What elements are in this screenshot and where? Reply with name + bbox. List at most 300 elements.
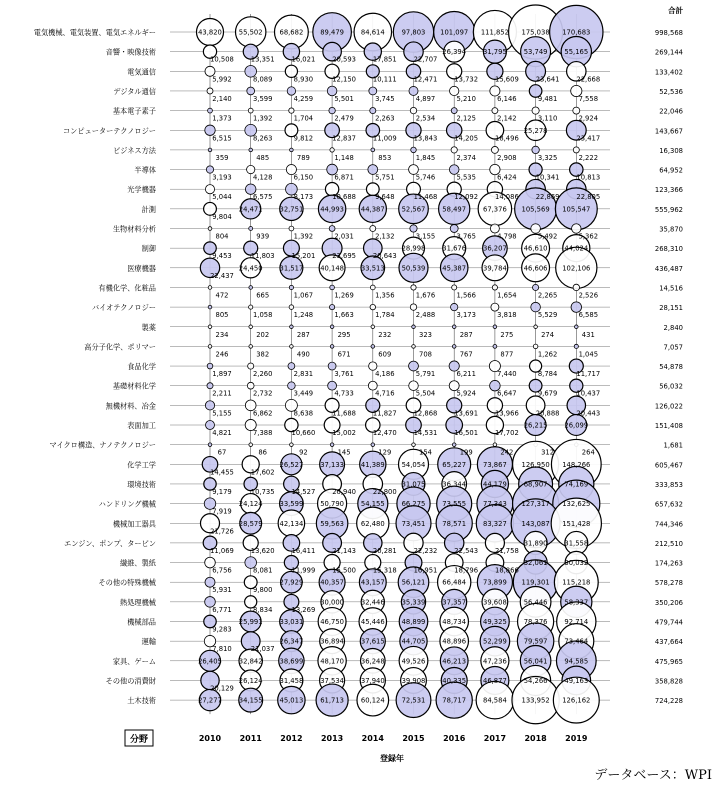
bubble: [412, 345, 416, 349]
bubble-value-label: 242: [500, 448, 514, 457]
bubble-value-label: 53,749: [523, 48, 548, 57]
bubble-value-label: 94,585: [564, 657, 589, 666]
bubble-value-label: 3,110: [537, 114, 558, 123]
bubble-value-label: 11,717: [576, 370, 601, 379]
bubble-value-label: 34,155: [238, 696, 263, 705]
bubble-value-label: 84,584: [483, 696, 507, 705]
bubble-value-label: 12,868: [413, 409, 438, 418]
bubble-value-label: 13,732: [454, 75, 479, 84]
bubble-value-label: 56,446: [523, 598, 548, 607]
bubble-value-label: 1,058: [252, 311, 273, 320]
bubble: [370, 285, 375, 290]
bubble-value-label: 23,695: [332, 252, 356, 261]
bubble: [249, 443, 253, 447]
bubble: [370, 226, 376, 232]
bubble-value-label: 14,531: [413, 429, 438, 437]
category-label: 繊維、製紙: [120, 558, 156, 568]
bubble: [371, 443, 375, 447]
bubble-value-label: 4,897: [415, 94, 436, 103]
category-label: 生物材料分析: [112, 224, 156, 234]
bubble-value-label: 154: [419, 448, 432, 457]
bubble-value-label: 102,106: [562, 264, 591, 273]
bubble-value-label: 3,765: [456, 232, 476, 241]
bubble-value-label: 48,896: [442, 637, 467, 646]
bubble: [330, 325, 334, 329]
bubble-value-label: 5,529: [537, 311, 558, 320]
bubble-value-label: 2,526: [578, 291, 599, 300]
category-label: 機械部品: [127, 617, 156, 627]
bubble-value-label: 14,086: [495, 193, 519, 202]
bubble-value-label: 287: [459, 330, 473, 339]
category-label: 基本電子素子: [112, 106, 156, 116]
bubble-value-label: 804: [215, 232, 229, 241]
bubble-value-label: 115,218: [562, 578, 591, 587]
bubble-value-label: 472: [215, 291, 229, 300]
bubble-value-label: 5,492: [537, 232, 558, 241]
bubble-value-label: 68,907: [523, 480, 548, 489]
bubble: [451, 108, 457, 114]
bubble-value-label: 5,362: [578, 232, 599, 241]
total-label: 52,536: [659, 87, 683, 96]
bubble-value-label: 37,615: [360, 637, 385, 646]
bubble-value-label: 2,263: [375, 114, 395, 123]
bubble: [207, 383, 213, 389]
bubble-value-label: 671: [337, 350, 351, 359]
bubble-value-label: 20,129: [210, 684, 234, 693]
bubble-value-label: 10,341: [535, 173, 560, 182]
bubble-value-label: 31,458: [279, 676, 304, 685]
year-label: 2011: [239, 734, 262, 743]
bubble: [493, 443, 497, 447]
bubble-value-label: 11,069: [210, 546, 234, 555]
bubble-value-label: 33,599: [279, 500, 304, 509]
bubble-value-label: 24,124: [238, 500, 263, 509]
bubble-value-label: 5,535: [456, 173, 476, 182]
bubble-value-label: 5,210: [456, 94, 476, 103]
bubble-value-label: 1,248: [293, 311, 314, 320]
bubble-value-label: 66,275: [401, 500, 426, 509]
bubble-value-label: 3,173: [456, 311, 476, 320]
total-label: 744,346: [654, 520, 683, 529]
total-label: 64,952: [659, 166, 683, 175]
bubble-value-label: 22,869: [535, 193, 560, 202]
bubble: [288, 382, 296, 390]
x-axis-label: 登録年: [380, 754, 404, 763]
bubble: [412, 443, 416, 447]
bubble-value-label: 1,392: [293, 232, 314, 241]
year-label: 2019: [565, 734, 588, 743]
category-label: デジタル通信: [113, 86, 156, 96]
bubble-value-label: 44,387: [360, 205, 385, 214]
bubble: [573, 284, 579, 290]
bubble-value-label: 5,751: [375, 173, 395, 182]
bubble-value-label: 31,075: [401, 480, 426, 489]
total-label: 126,022: [654, 402, 683, 411]
bubble: [249, 345, 253, 349]
category-label: 機械加工器具: [112, 519, 156, 529]
category-label: コンピューターテクノロジー: [62, 126, 156, 136]
bubble-value-label: 31,890: [523, 539, 548, 548]
bubble-value-label: 22,800: [372, 487, 397, 496]
bubble-value-label: 39,608: [483, 598, 507, 607]
bubble-value-label: 86: [258, 448, 268, 457]
total-header: 合計: [668, 6, 683, 15]
bubble-value-label: 9,179: [212, 487, 232, 496]
bubble-value-label: 23,417: [576, 134, 601, 143]
bubble-value-label: 10,735: [250, 487, 275, 496]
bubble-value-label: 40,335: [442, 676, 467, 685]
bubble-value-label: 55,502: [238, 28, 263, 37]
bubble: [247, 382, 254, 389]
bubble-value-label: 105,547: [562, 205, 591, 214]
bubble-value-label: 59,563: [320, 519, 344, 528]
total-label: 657,632: [654, 500, 683, 509]
bubble-value-label: 382: [256, 350, 270, 359]
bubble: [452, 345, 456, 349]
bubble-value-label: 3,761: [334, 370, 354, 379]
bubble-value-label: 6,647: [497, 389, 517, 398]
bubble-value-label: 111,852: [480, 28, 509, 37]
category-label: 半導体: [134, 165, 156, 175]
bubble-value-label: 61,713: [320, 696, 344, 705]
category-label-layer: [34, 28, 157, 705]
bubble-value-label: 3,193: [212, 173, 232, 182]
bubble-value-label: 15,201: [291, 252, 316, 261]
bubble-value-label: 16,021: [291, 55, 316, 64]
bubble-value-label: 145: [337, 448, 351, 457]
bubble-value-label: 323: [419, 330, 432, 339]
bubble-value-label: 9,283: [212, 625, 232, 634]
total-label: 998,568: [654, 29, 683, 37]
bubble: [371, 148, 375, 152]
bubble: [574, 344, 578, 348]
bubble: [411, 147, 417, 153]
bubble-value-label: 48,734: [442, 618, 467, 626]
bubble-value-label: 20,443: [576, 409, 601, 418]
bubble-value-label: 50,790: [320, 500, 344, 509]
bubble-value-label: 52,299: [483, 637, 507, 646]
bubble-value-label: 20,593: [332, 55, 356, 64]
total-label: 212,510: [654, 539, 683, 548]
bubble: [208, 148, 212, 152]
bubble: [290, 345, 294, 349]
bubble-value-label: 66,484: [442, 578, 467, 587]
bubble-value-label: 44,179: [483, 480, 507, 489]
bubble-value-label: 8,081: [252, 566, 273, 575]
bubble: [411, 285, 416, 290]
bubble-value-label: 18,866: [495, 566, 519, 575]
bubble-value-label: 1,045: [578, 350, 599, 359]
bubble: [533, 344, 538, 349]
bubble-value-label: 55,165: [564, 48, 589, 57]
bubble-value-label: 2,125: [456, 114, 476, 123]
bubble: [533, 284, 539, 290]
bubble-value-label: 275: [500, 330, 514, 339]
bubble-value-label: 30,032: [564, 559, 589, 568]
bubble-value-label: 6,150: [293, 173, 314, 182]
bubble-value-label: 6,146: [497, 94, 517, 103]
bubble: [410, 225, 417, 232]
bubble-value-label: 26,347: [279, 637, 304, 646]
bubble: [492, 285, 497, 290]
year-label: 2012: [280, 734, 303, 743]
bubble-value-label: 105,569: [521, 205, 550, 214]
bubble-value-label: 44,705: [401, 637, 426, 646]
bubble-value-label: 48,170: [320, 657, 344, 666]
bubble-value-label: 21,143: [332, 546, 356, 555]
bubble-value-label: 10,688: [332, 193, 356, 202]
bubble-value-label: 4,733: [334, 389, 354, 398]
bubble-value-label: 17,851: [372, 55, 397, 64]
category-label: エンジン、ポンプ、タービン: [64, 538, 156, 548]
bubble-value-label: 5,924: [456, 389, 476, 398]
bubble-value-label: 7,919: [212, 507, 232, 516]
total-label: 28,151: [659, 304, 683, 313]
category-label: 表面加工: [127, 421, 156, 430]
bubble: [289, 108, 294, 113]
bubble-value-label: 1,704: [293, 114, 314, 123]
total-label: 268,310: [654, 245, 683, 254]
bubble-layer: [196, 5, 602, 724]
bubble-value-label: 7,810: [212, 645, 232, 654]
bubble-value-label: 126,162: [562, 696, 591, 705]
bubble: [491, 146, 498, 153]
bubble-value-label: 2,831: [293, 370, 314, 379]
bubble-value-label: 13,269: [291, 605, 316, 614]
bubble-value-label: 26,215: [523, 421, 548, 430]
total-label: 151,408: [654, 422, 683, 430]
bubble: [370, 304, 375, 309]
bubble-value-label: 11,827: [372, 409, 397, 418]
bubble-value-label: 21,037: [250, 645, 275, 654]
bubble-value-label: 1,373: [212, 114, 232, 123]
bubble-value-label: 46,606: [523, 264, 548, 273]
bubble-value-label: 28,998: [401, 244, 426, 253]
bubble-value-label: 1,148: [334, 153, 354, 162]
total-label: 269,144: [654, 48, 683, 57]
total-label: 350,206: [654, 598, 683, 607]
bubble-value-label: 1,654: [497, 291, 517, 300]
bubble-value-label: 11,468: [413, 193, 438, 202]
bubble-value-label: 129: [378, 448, 392, 457]
bubble: [249, 227, 253, 231]
bubble-value-label: 5,746: [415, 173, 436, 182]
bubble-value-label: 15,609: [495, 75, 519, 84]
bubble-value-label: 1,676: [415, 291, 436, 300]
bubble-value-label: 132,625: [562, 500, 591, 509]
category-label: 環境技術: [127, 479, 156, 489]
bubble-value-label: 78,571: [442, 519, 467, 528]
bubble-value-label: 8,638: [293, 409, 314, 418]
total-label: 143,667: [654, 127, 683, 136]
bubble-value-label: 3,745: [375, 94, 395, 103]
bubble-value-label: 24,450: [238, 264, 263, 273]
bubble: [249, 325, 253, 329]
bubble-value-label: 44,024: [564, 244, 589, 253]
bubble: [247, 87, 255, 95]
bubble-value-label: 78,376: [523, 618, 548, 626]
bubble-value-label: 2,374: [456, 153, 476, 162]
total-label: 133,402: [654, 68, 683, 77]
bubble-value-label: 6,211: [456, 370, 476, 379]
bubble-value-label: 2,142: [497, 114, 517, 123]
bubble-value-label: 43,157: [360, 578, 385, 587]
total-label: 35,870: [659, 225, 683, 234]
bubble: [288, 363, 295, 370]
bubble-value-label: 13,351: [250, 55, 275, 64]
bubble-value-label: 89,479: [320, 28, 344, 37]
total-label: 475,965: [654, 657, 683, 666]
bubble: [492, 108, 498, 114]
bubble-value-label: 1,356: [375, 291, 395, 300]
total-label: 174,263: [654, 559, 683, 568]
bubble-value-label: 30,000: [320, 598, 344, 607]
total-label: 14,516: [659, 284, 683, 293]
bubble-value-label: 21,726: [210, 527, 234, 536]
total-label-layer: [655, 29, 683, 705]
bubble-value-label: 39,908: [401, 676, 426, 685]
bubble-value-label: 6,862: [252, 409, 273, 418]
category-label: 有機化学、化粧品: [98, 283, 156, 293]
bubble-value-label: 789: [296, 153, 310, 162]
bubble: [370, 108, 376, 114]
bubble-value-label: 9,648: [375, 193, 395, 202]
category-label: その他の特殊機械: [98, 578, 156, 588]
bubble-value-label: 40,148: [320, 264, 344, 273]
bubble-value-label: 26,405: [198, 657, 222, 666]
bubble-value-label: 202: [256, 330, 270, 339]
bubble-value-label: 10,660: [291, 429, 316, 437]
category-label: 電気通信: [127, 67, 156, 77]
bubble-value-label: 9,812: [293, 134, 314, 143]
bubble-value-label: 22,232: [413, 546, 438, 555]
bubble-value-label: 805: [215, 311, 229, 320]
bubble: [452, 443, 456, 447]
bubble-value-label: 9,804: [212, 212, 232, 221]
category-label: 基礎材料化学: [112, 381, 156, 391]
bubble-value-label: 47,236: [483, 657, 507, 666]
bubble-value-label: 5,504: [415, 389, 436, 398]
bubble: [369, 362, 377, 370]
bubble-value-label: 37,133: [320, 460, 344, 469]
bubble-value-label: 2,908: [497, 153, 517, 162]
bubble: [289, 305, 294, 310]
bubble-value-label: 58,497: [442, 205, 467, 214]
category-label: その他の消費財: [105, 676, 156, 686]
bubble-value-label: 133,952: [521, 696, 550, 705]
category-label: 制御: [141, 244, 156, 254]
bubble-value-label: 1,262: [537, 350, 558, 359]
bubble-value-label: 15,318: [372, 566, 397, 575]
bubble-value-label: 45,446: [360, 618, 385, 626]
bubble-value-label: 11,803: [250, 252, 275, 261]
bubble-value-label: 43,820: [198, 28, 222, 37]
total-label: 358,828: [654, 677, 683, 686]
bubble-value-label: 2,732: [252, 389, 273, 398]
bubble-value-label: 4,716: [375, 389, 395, 398]
bubble-value-label: 26,124: [238, 676, 263, 685]
bubble-value-label: 84,614: [360, 28, 385, 37]
bubble-value-label: 609: [378, 350, 392, 359]
bubble-value-label: 4,259: [293, 94, 314, 103]
bubble-value-label: 2,488: [415, 311, 436, 320]
bubble: [248, 108, 253, 113]
bubble-value-label: 8,173: [293, 193, 314, 202]
bubble-value-label: 11,999: [291, 566, 316, 575]
bubble: [330, 148, 334, 152]
bubble: [369, 87, 377, 95]
bubble-value-label: 97,803: [401, 28, 426, 37]
bubble: [208, 305, 212, 309]
category-label: 光学機器: [127, 185, 156, 195]
bubble-value-label: 8,834: [252, 605, 273, 614]
bubble: [207, 88, 213, 94]
bubble-value-label: 3,599: [252, 94, 273, 103]
bubble-value-label: 2,260: [252, 370, 273, 379]
bubble-value-label: 127,317: [521, 500, 550, 509]
category-axis-label: 分野: [129, 735, 149, 745]
bubble-value-label: 45,387: [442, 264, 467, 273]
bubble-value-label: 1,845: [415, 153, 436, 162]
bubble-value-label: 1,784: [375, 311, 395, 320]
bubble-value-label: 77,343: [483, 500, 507, 509]
bubble-value-label: 877: [500, 350, 514, 359]
category-label: マイクロ構造、ナノテクノロジー: [49, 440, 156, 450]
bubble-value-label: 11,688: [332, 409, 356, 418]
total-label: 54,878: [659, 363, 683, 372]
bubble-value-label: 15,500: [332, 566, 356, 575]
bubble: [493, 344, 497, 348]
year-label: 2013: [320, 734, 344, 743]
bubble-value-label: 46,213: [442, 657, 467, 666]
bubble-value-label: 14,205: [454, 134, 479, 143]
bubble-value-label: 49,163: [564, 676, 589, 685]
bubble: [451, 147, 457, 153]
bubble: [328, 362, 336, 370]
bubble-value-label: 35,339: [401, 598, 426, 607]
bubble-value-label: 2,534: [415, 114, 436, 123]
bubble-value-label: 25,278: [523, 126, 548, 135]
category-label: 化学工学: [127, 460, 156, 470]
bubble-value-label: 9,453: [212, 252, 232, 261]
bubble-value-label: 49,325: [483, 618, 507, 626]
bubble: [247, 165, 255, 173]
bubble: [249, 148, 253, 152]
bubble-value-label: 24,471: [238, 205, 263, 214]
bubble-value-label: 2,222: [578, 153, 599, 162]
bubble-value-label: 31,676: [442, 244, 467, 253]
category-label: 高分子化学、ポリマー: [84, 342, 156, 352]
category-label: 食品化学: [127, 362, 156, 372]
bubble-value-label: 12,150: [332, 75, 356, 84]
bubble-value-label: 767: [459, 350, 473, 359]
total-label: 1,681: [663, 441, 683, 450]
total-label: 123,366: [654, 186, 683, 195]
bubble-value-label: 31,558: [564, 539, 589, 548]
bubble-value-label: 13,691: [454, 409, 479, 418]
bubble-value-label: 13,843: [413, 134, 438, 143]
bubble-value-label: 20,940: [332, 487, 356, 496]
category-label: 音響・映像技術: [105, 47, 156, 57]
bubble: [208, 325, 212, 329]
bubble-value-label: 73,899: [483, 578, 507, 587]
bubble-value-label: 38,699: [279, 657, 304, 666]
bubble-value-label: 2,132: [375, 232, 395, 241]
bubble-value-label: 36,207: [483, 244, 507, 253]
bubble-value-label: 68,682: [279, 28, 304, 37]
bubble-value-label: 83,327: [483, 519, 507, 528]
bubble-value-label: 26,394: [442, 48, 467, 57]
